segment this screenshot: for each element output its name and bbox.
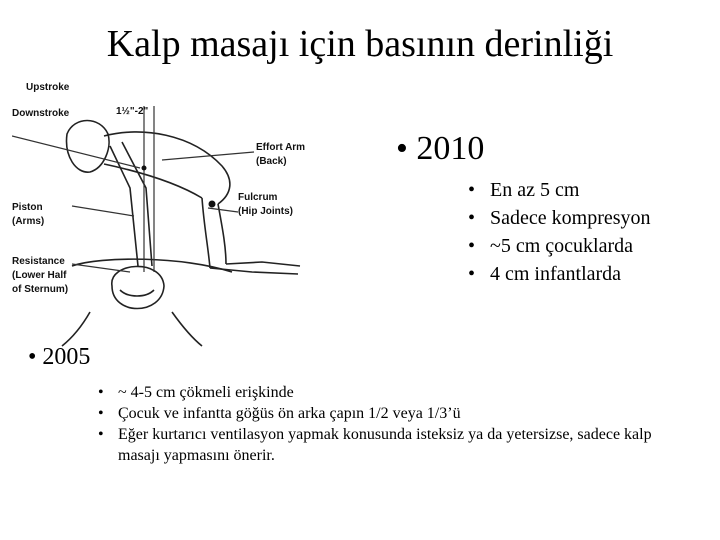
label-effort-arm: Effort Arm bbox=[256, 142, 306, 153]
cpr-diagram bbox=[12, 76, 308, 348]
rescuer-thigh bbox=[218, 204, 226, 264]
label-piston-sub: (Arms) bbox=[12, 216, 45, 227]
label-resistance-sub1: (Lower Half bbox=[12, 270, 67, 281]
label-depth: 1½"-2" bbox=[116, 106, 149, 117]
list-item: • Sadece kompresyon bbox=[468, 204, 651, 232]
label-fulcrum-sub: (Hip Joints) bbox=[238, 206, 293, 217]
patient-head bbox=[112, 266, 164, 308]
list-item: • En az 5 cm bbox=[468, 176, 651, 204]
label-resistance-sub2: of Sternum) bbox=[12, 284, 69, 295]
label-downstroke: Downstroke bbox=[12, 108, 70, 119]
rescuer-head bbox=[67, 121, 109, 173]
label-resistance: Resistance bbox=[12, 256, 65, 267]
list-item: • ~ 4-5 cm çökmeli erişkinde bbox=[98, 382, 658, 403]
cpr-illustration bbox=[12, 76, 308, 348]
list-item: • Eğer kurtarıcı ventilasyon yapmak konusunda isteksiz ya da yetersizse, sadece kalp masajı yapmasını önerir. bbox=[98, 424, 658, 466]
label-fulcrum: Fulcrum bbox=[238, 192, 278, 203]
fulcrum-dot bbox=[209, 201, 216, 208]
label-effort-arm-sub: (Back) bbox=[256, 156, 287, 167]
list-item: • ~5 cm çocuklarda bbox=[468, 232, 651, 260]
list-item: • 4 cm infantlarda bbox=[468, 260, 651, 288]
label-piston: Piston bbox=[12, 202, 43, 213]
slide-title: Kalp masajı için basının derinliği bbox=[106, 23, 614, 65]
heading-2005: • 2005 bbox=[28, 344, 91, 370]
list-2010 bbox=[468, 176, 651, 288]
heading-2010: • 2010 bbox=[396, 130, 485, 167]
list-item: • Çocuk ve infantta göğüs ön arka çapın 1/2 veya 1/3’ü bbox=[98, 403, 658, 424]
list-2005 bbox=[98, 382, 658, 466]
label-upstroke: Upstroke bbox=[26, 82, 70, 93]
